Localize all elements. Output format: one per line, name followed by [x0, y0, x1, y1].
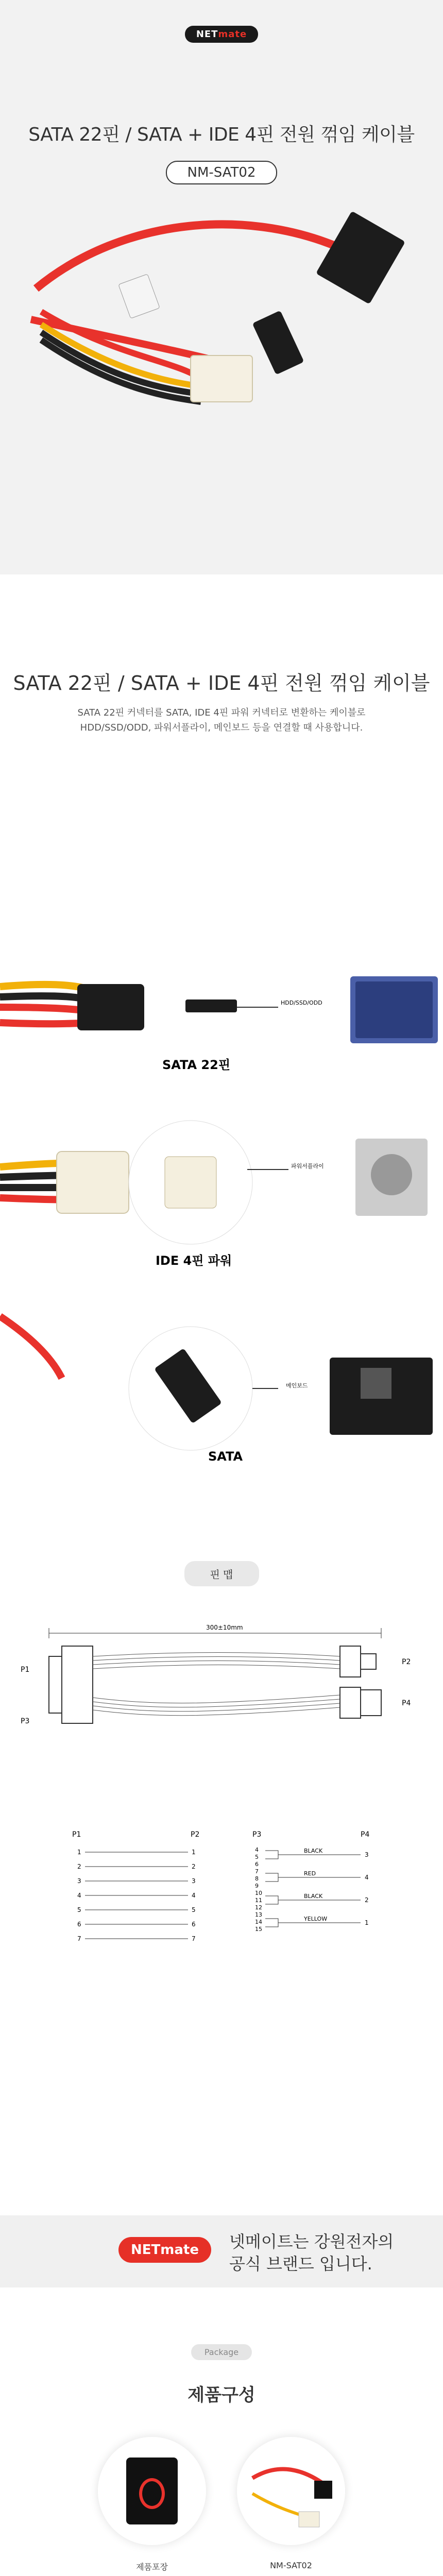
package-box-image [98, 2437, 206, 2545]
package-title: 제품구성 [188, 2385, 255, 2405]
p3-pin-label: 15 [255, 1926, 262, 1933]
p3-pin-label: 9 [255, 1883, 259, 1889]
hero-section [0, 0, 443, 574]
p1-pin-label: 3 [77, 1877, 81, 1885]
package-section [0, 2287, 443, 2576]
p1-pin-label: 4 [77, 1892, 81, 1899]
hero-title: SATA 22핀 / SATA + IDE 4핀 전원 꺾임 케이블 [28, 124, 415, 145]
p3-pin-label: 12 [255, 1904, 262, 1911]
intro-desc-line2: HDD/SSD/ODD, 파워서플라이, 메인보드 등을 연결할 때 사용합니다. [80, 722, 363, 733]
p4-pin-label: 1 [365, 1919, 369, 1926]
wire-color-label: YELLOW [304, 1916, 328, 1922]
logo-net: NET [196, 29, 218, 40]
package-cable-image [237, 2437, 345, 2545]
wire-color-label: RED [304, 1870, 316, 1877]
brand-logo: NETmate [118, 2237, 211, 2263]
p2-pin-label: 5 [192, 1906, 196, 1913]
wire-p1-head: P1 [72, 1831, 81, 1839]
p3-pin-label: 4 [255, 1846, 259, 1853]
p2-pin-label: 4 [192, 1892, 196, 1899]
sata22-block [0, 945, 438, 1069]
p3-pin-label: 5 [255, 1854, 259, 1860]
p1-pin-label: 7 [77, 1935, 81, 1942]
sata22-device-label: HDD/SSD/ODD [281, 999, 322, 1006]
package-item-cable [234, 2437, 348, 2570]
p3-p4-wiring [255, 1846, 369, 1933]
ide-block [0, 1121, 428, 1244]
p1-pin-label: 6 [77, 1921, 81, 1928]
hero-cable-image [21, 185, 422, 412]
sata-device-label: 메인보드 [286, 1382, 308, 1389]
p1-pin-label: 1 [77, 1849, 81, 1856]
p1-label: P1 [21, 1666, 30, 1674]
p3-pin-label: 11 [255, 1897, 262, 1904]
p1-pin-label: 5 [77, 1906, 81, 1913]
p2-pin-label: 6 [192, 1921, 196, 1928]
intro-description [0, 706, 443, 736]
p4-pin-label: 4 [365, 1874, 369, 1881]
p1-pin-label: 2 [77, 1863, 81, 1870]
intro-title: SATA 22핀 / SATA + IDE 4핀 전원 꺾임 케이블 [13, 672, 430, 694]
netmate-logo [185, 26, 258, 43]
model-badge: NM-SAT02 [166, 161, 278, 184]
wire-p4-head: P4 [361, 1831, 370, 1839]
sata-block [0, 1316, 433, 1450]
p3-label: P3 [21, 1717, 30, 1725]
wire-color-label: BLACK [304, 1848, 323, 1854]
brand-text [229, 2231, 394, 2275]
compat-illustration [0, 945, 443, 1595]
brand-line2: 공식 브랜드 입니다. [229, 2254, 372, 2274]
wire-p3-head: P3 [252, 1831, 262, 1839]
p2-pin-label: 1 [192, 1849, 196, 1856]
wire-p2-head: P2 [191, 1831, 200, 1839]
p2-pin-label: 7 [192, 1935, 196, 1942]
pinmap-section [0, 1568, 443, 2213]
p3-pin-label: 13 [255, 1911, 262, 1918]
pinmap-title: 핀 맵 [184, 1561, 259, 1586]
package-item-label: NM-SAT02 [270, 2561, 312, 2570]
compatibility-section [0, 945, 443, 1595]
intro-desc-line1: SATA 22핀 커넥터를 SATA, IDE 4핀 파워 커넥터로 변환하는 케이블로 [77, 707, 366, 718]
sata22-label: SATA 22핀 [162, 1058, 231, 1072]
p2-pin-label: 2 [192, 1863, 196, 1870]
package-item-box [95, 2437, 209, 2572]
length-label: 300±10mm [206, 1624, 243, 1631]
p3-pin-label: 10 [255, 1890, 262, 1896]
p4-label: P4 [402, 1699, 411, 1707]
p2-label: P2 [402, 1658, 411, 1666]
p3-pin-label: 8 [255, 1875, 259, 1882]
logo-mate: mate [218, 29, 247, 40]
ide-device-label: 파워서플라이 [291, 1163, 324, 1170]
brand-section [0, 2215, 443, 2287]
sata-label: SATA [208, 1449, 243, 1464]
p1-p2-wiring [77, 1849, 196, 1942]
p3-pin-label: 14 [255, 1919, 262, 1925]
wire-color-label: BLACK [304, 1893, 323, 1900]
pinmap-diagram [0, 1595, 443, 2213]
ide-label: IDE 4핀 파워 [156, 1253, 232, 1268]
p2-pin-label: 3 [192, 1877, 196, 1885]
package-pill: Package [191, 2344, 252, 2360]
p3-pin-label: 7 [255, 1868, 259, 1875]
intro-section [0, 574, 443, 945]
brand-line1: 넷메이트는 강원전자의 [229, 2232, 394, 2251]
p3-pin-label: 6 [255, 1861, 259, 1868]
p4-pin-label: 3 [365, 1851, 369, 1858]
package-item-label: 제품포장 [136, 2562, 168, 2572]
p4-pin-label: 2 [365, 1896, 369, 1904]
